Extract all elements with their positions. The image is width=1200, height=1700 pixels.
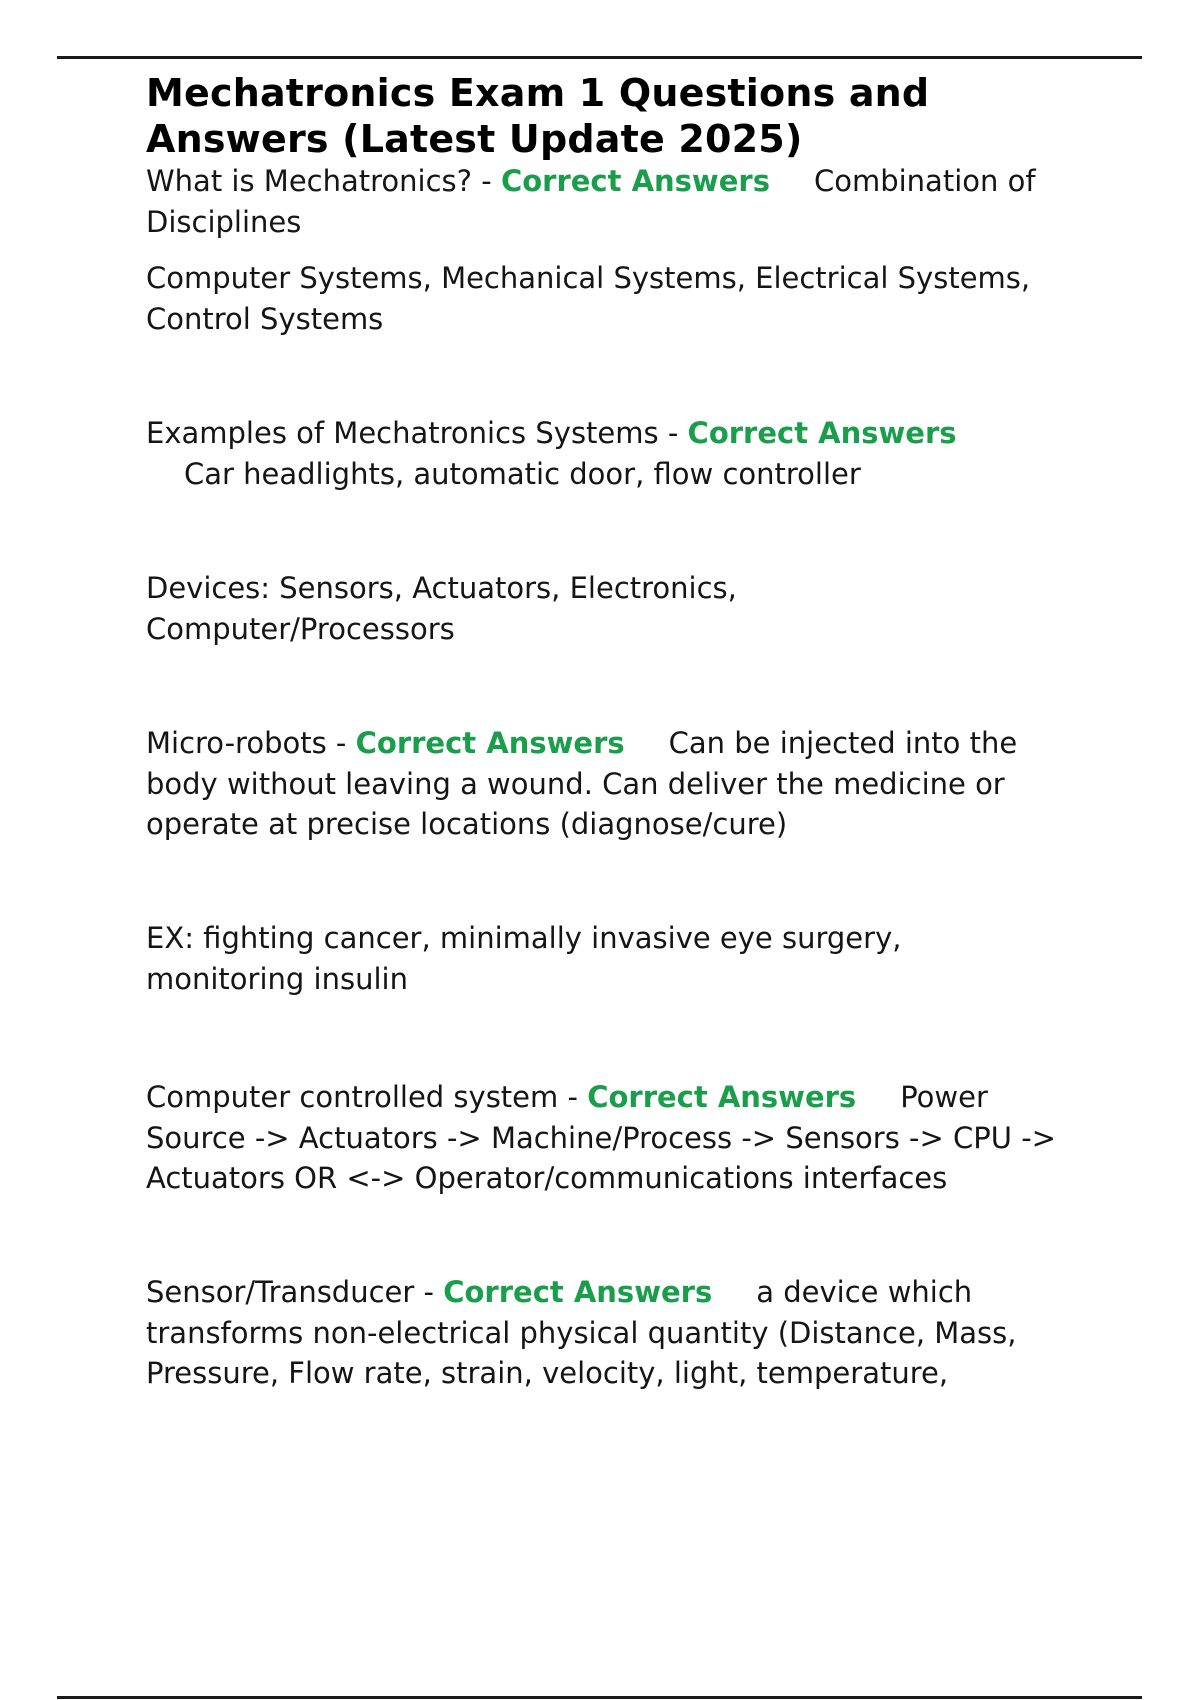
correct-answers-label: Correct Answers — [355, 726, 625, 760]
answer-text: a device which transforms non-electrical physical quantity (Distance, Mass, Pressure, Flow rate, strain, velocity, light, temperature, — [146, 1275, 1017, 1390]
question-text: Sensor/Transducer - — [146, 1275, 444, 1309]
correct-answers-label: Correct Answers — [687, 416, 957, 450]
question-text: Computer controlled system - — [146, 1080, 588, 1114]
bottom-rule — [57, 1696, 1142, 1699]
note-text: Computer Systems, Mechanical Systems, Electrical Systems, Control Systems — [146, 261, 1031, 336]
note-paragraph — [146, 258, 1096, 339]
document-header — [146, 70, 1096, 162]
question-text: What is Mechatronics? - — [146, 164, 501, 198]
qa-entry — [146, 413, 1096, 494]
qa-entry — [146, 161, 1096, 242]
answer-text: Can be injected into the body without leaving a wound. Can deliver the medicine or operate at precise locations (diagnose/cure) — [146, 726, 1018, 841]
document-title: Mechatronics Exam 1 Questions and Answers (Latest Update 2025) — [146, 71, 930, 161]
qa-entry — [146, 1272, 1096, 1394]
answer-text: Power Source -> Actuators -> Machine/Process -> Sensors -> CPU -> Actuators OR <-> Operator/communications interfaces — [146, 1080, 1056, 1195]
qa-entry — [146, 723, 1096, 845]
note-paragraph — [146, 568, 866, 649]
correct-answers-label: Correct Answers — [443, 1275, 713, 1309]
answer-text: Combination of Disciplines — [146, 164, 1036, 239]
question-text: Examples of Mechatronics Systems - — [146, 416, 688, 450]
note-paragraph — [146, 918, 966, 999]
correct-answers-label: Correct Answers — [500, 164, 770, 198]
question-text: Micro-robots - — [146, 726, 356, 760]
note-text: Devices: Sensors, Actuators, Electronics, Computer/Processors — [146, 571, 737, 646]
qa-entry — [146, 1077, 1096, 1199]
correct-answers-label: Correct Answers — [587, 1080, 857, 1114]
top-rule — [57, 56, 1142, 59]
answer-text: Car headlights, automatic door, flow controller — [184, 456, 861, 491]
note-text: EX: fighting cancer, minimally invasive eye surgery, monitoring insulin — [146, 921, 902, 996]
